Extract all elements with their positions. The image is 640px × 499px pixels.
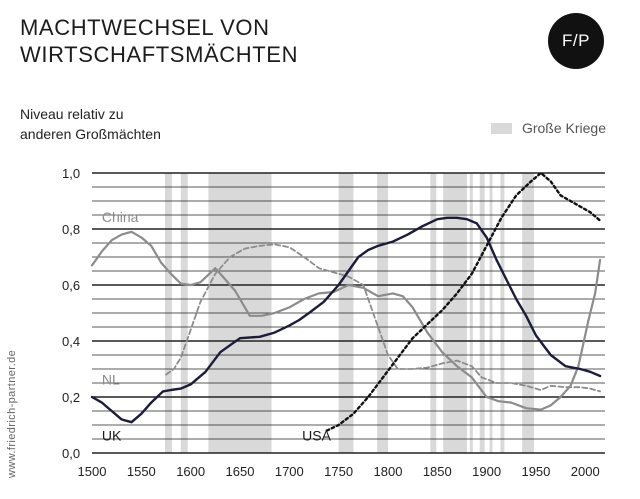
y-tick-label: 0,8 bbox=[62, 222, 81, 237]
series-label-uk: UK bbox=[101, 427, 122, 444]
y-tick-label: 0,6 bbox=[62, 278, 81, 293]
series-label-usa: USA bbox=[302, 427, 331, 444]
legend-label-wars: Große Kriege bbox=[521, 120, 606, 136]
y-tick-label: 0,4 bbox=[62, 334, 81, 349]
x-tick-label: 1700 bbox=[274, 464, 304, 479]
series-label-china: China bbox=[101, 209, 139, 225]
y-tick-label: 0,2 bbox=[62, 390, 81, 405]
y-tick-label: 1,0 bbox=[62, 166, 81, 181]
x-tick-label: 1650 bbox=[225, 464, 255, 479]
x-tick-label: 1750 bbox=[324, 464, 354, 479]
series-label-nl: NL bbox=[101, 371, 120, 388]
x-tick-label: 1900 bbox=[472, 464, 502, 479]
title-line-2: WIRTSCHAFTSMÄCHTEN bbox=[20, 42, 299, 67]
x-tick-label: 1500 bbox=[77, 464, 107, 479]
x-tick-label: 1800 bbox=[373, 464, 403, 479]
logo-text: F/P bbox=[562, 31, 590, 50]
ylabel-line-1: Niveau relativ zu bbox=[20, 106, 124, 122]
x-tick-label: 1550 bbox=[126, 464, 156, 479]
y-tick-label: 0,0 bbox=[62, 446, 81, 461]
x-tick-label: 2000 bbox=[570, 464, 600, 479]
x-tick-label: 1600 bbox=[176, 464, 206, 479]
title-line-1: MACHTWECHSEL VON bbox=[20, 15, 270, 40]
x-tick-label: 1850 bbox=[422, 464, 452, 479]
website-watermark: www.friedrich-partner.de bbox=[6, 349, 18, 478]
gridlines bbox=[92, 173, 605, 453]
ylabel-line-2: anderen Großmächten bbox=[20, 126, 161, 142]
x-tick-label: 1950 bbox=[521, 464, 551, 479]
